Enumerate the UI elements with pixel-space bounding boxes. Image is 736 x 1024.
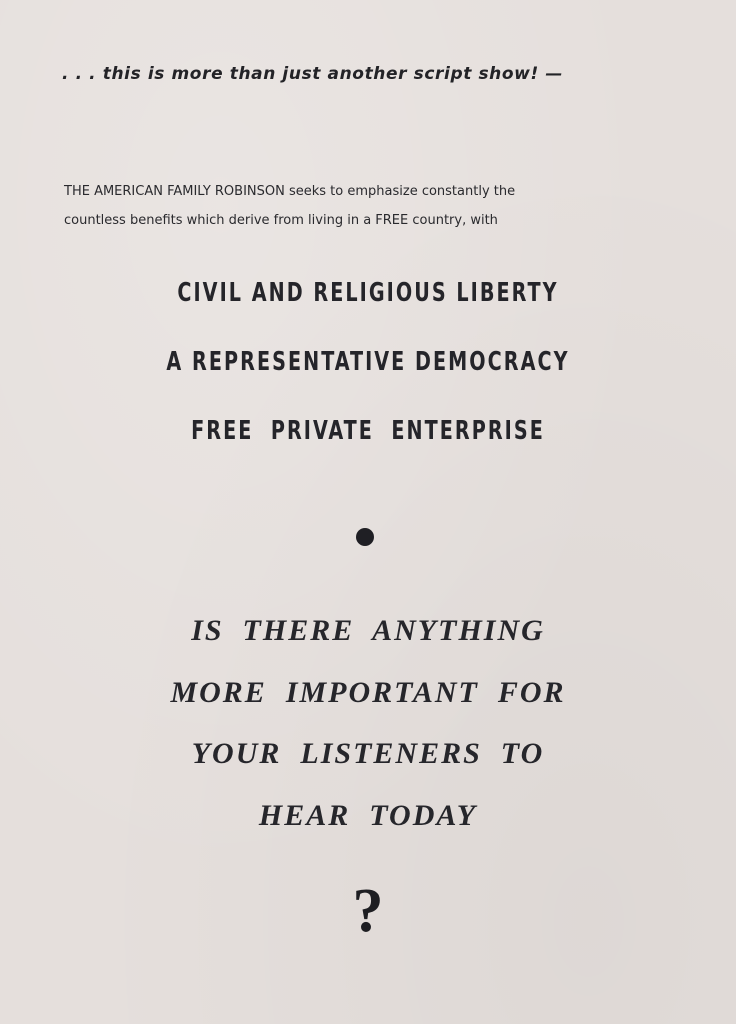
liberties-list [0,270,736,477]
question-block [0,603,736,849]
intro-line-2: countless benefits which derive from living in a FREE country, with [64,213,498,228]
intro-paragraph [64,177,674,235]
question-mark: ? [352,877,384,945]
liberty-representative-democracy: A REPRESENTATIVE DEMOCRACY [166,347,570,377]
bullet-divider [356,528,374,546]
tagline: . . . this is more than just another script show! — [62,64,563,84]
liberty-civil-religious: CIVIL AND RELIGIOUS LIBERTY [177,278,559,308]
question-line-3: YOUR LISTENERS TO [191,737,545,770]
question-line-2: MORE IMPORTANT FOR [170,675,566,709]
question-line-4: HEAR TODAY [258,798,478,832]
intro-line-1: THE AMERICAN FAMILY ROBINSON seeks to emphasize constantly the [64,184,516,199]
question-line-1: IS THERE ANYTHING [191,614,545,647]
liberty-free-enterprise: FREE PRIVATE ENTERPRISE [191,416,545,446]
